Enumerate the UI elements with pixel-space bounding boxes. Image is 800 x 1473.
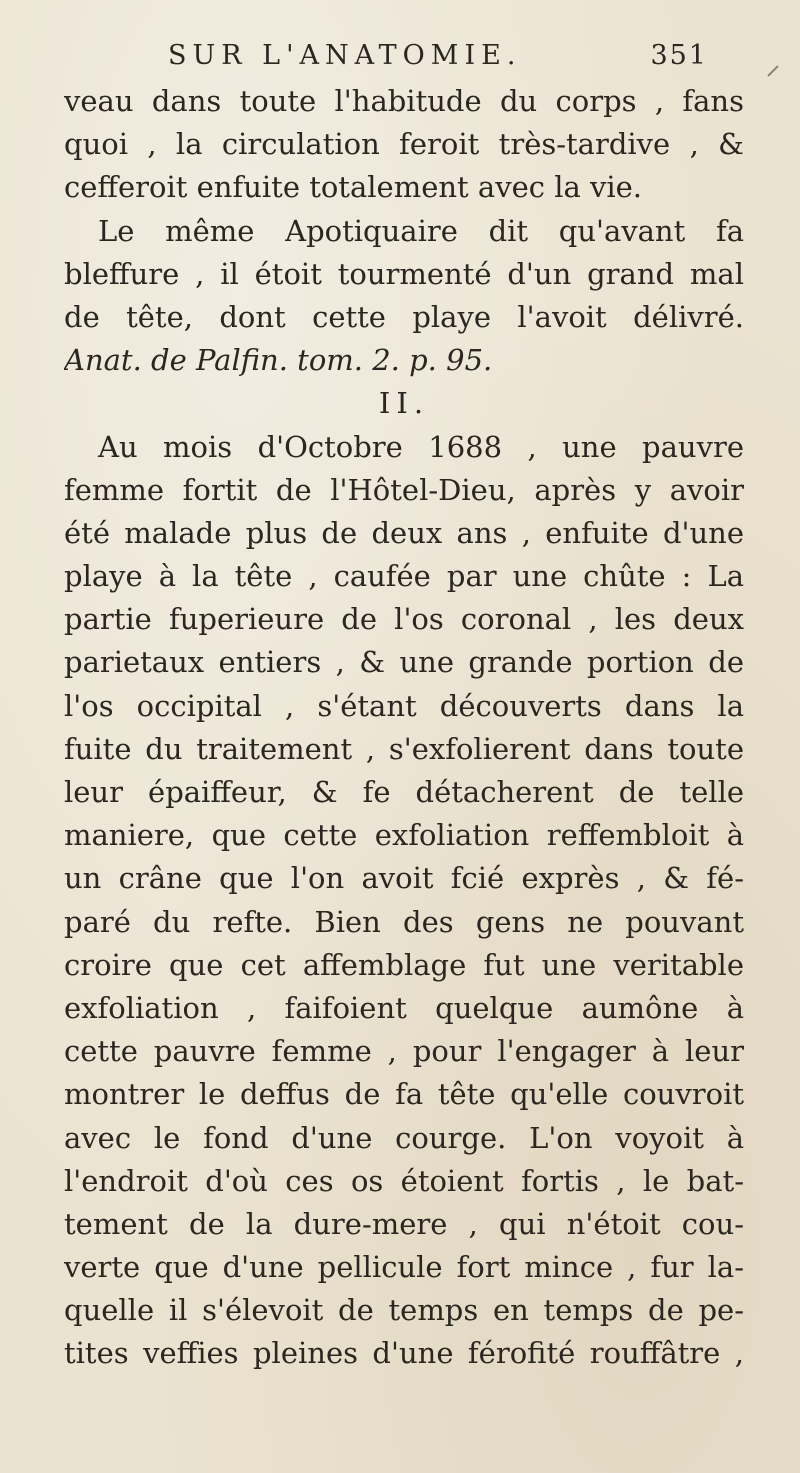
- text-line: montrer le deffus de fa tête qu'elle couvroit: [64, 1077, 744, 1112]
- text-line: cefferoit enfuite totalement avec la vie.: [64, 170, 643, 205]
- text-line: avec le fond d'une courge. L'on voyoit à: [64, 1120, 744, 1155]
- section-number: II.: [378, 386, 430, 421]
- text-line: l'endroit d'où ces os étoient fortis , le bat-: [64, 1163, 744, 1198]
- text-line: fuite du traitement , s'exfolierent dans toute: [64, 731, 744, 766]
- text-line: bleffure , il étoit tourmenté d'un grand mal: [64, 256, 744, 291]
- text-line: Le même Apotiquaire dit qu'avant fa: [98, 213, 744, 248]
- text-line: un crâne que l'on avoit fcié exprès , & fé-: [64, 861, 744, 896]
- text-line: Au mois d'Octobre 1688 , une pauvre: [98, 429, 744, 464]
- margin-mark: [767, 65, 778, 76]
- text-line: partie fuperieure de l'os coronal , les deux: [64, 602, 744, 637]
- page-number: 351: [650, 40, 708, 71]
- body-text: [64, 80, 744, 1376]
- text-line: exfoliation , faifoient quelque aumône à: [64, 990, 744, 1025]
- text-line: veau dans toute l'habitude du corps , fans: [64, 84, 744, 118]
- text-line: parietaux entiers , & une grande portion de: [64, 645, 744, 680]
- text-line: maniere, que cette exfoliation reffembloit à: [64, 818, 744, 853]
- text-line: quelle il s'élevoit de temps en temps de pe-: [64, 1293, 744, 1328]
- text-line: été malade plus de deux ans , enfuite d'une: [64, 515, 744, 550]
- text-line: leur épaiffeur, & fe détacherent de telle: [64, 775, 744, 809]
- running-head-title: SUR L'ANATOMIE.: [168, 40, 522, 71]
- text-line: de tête, dont cette playe l'avoit délivré.: [64, 299, 744, 334]
- text-line: l'os occipital , s'étant découverts dans la: [64, 688, 744, 723]
- text-line: croire que cet affemblage fut une veritable: [64, 947, 744, 982]
- text-line: femme fortit de l'Hôtel-Dieu, après y avoir: [64, 472, 744, 507]
- text-line: paré du refte. Bien des gens ne pouvant: [64, 904, 744, 939]
- text-line: quoi , la circulation feroit très-tardive , &: [64, 127, 744, 162]
- text-line: verte que d'une pellicule fort mince , fur la-: [64, 1250, 744, 1285]
- running-head: [168, 40, 708, 72]
- citation-line: Anat. de Palfin. tom. 2. p. 95.: [64, 343, 493, 378]
- text-line: tement de la dure-mere , qui n'étoit cou-: [64, 1206, 744, 1241]
- text-line: playe à la tête , caufée par une chûte : La: [64, 559, 744, 594]
- text-line: tites veffies pleines d'une férofité rouffâtre ,: [64, 1336, 744, 1371]
- text-line: cette pauvre femme , pour l'engager à leur: [64, 1034, 744, 1069]
